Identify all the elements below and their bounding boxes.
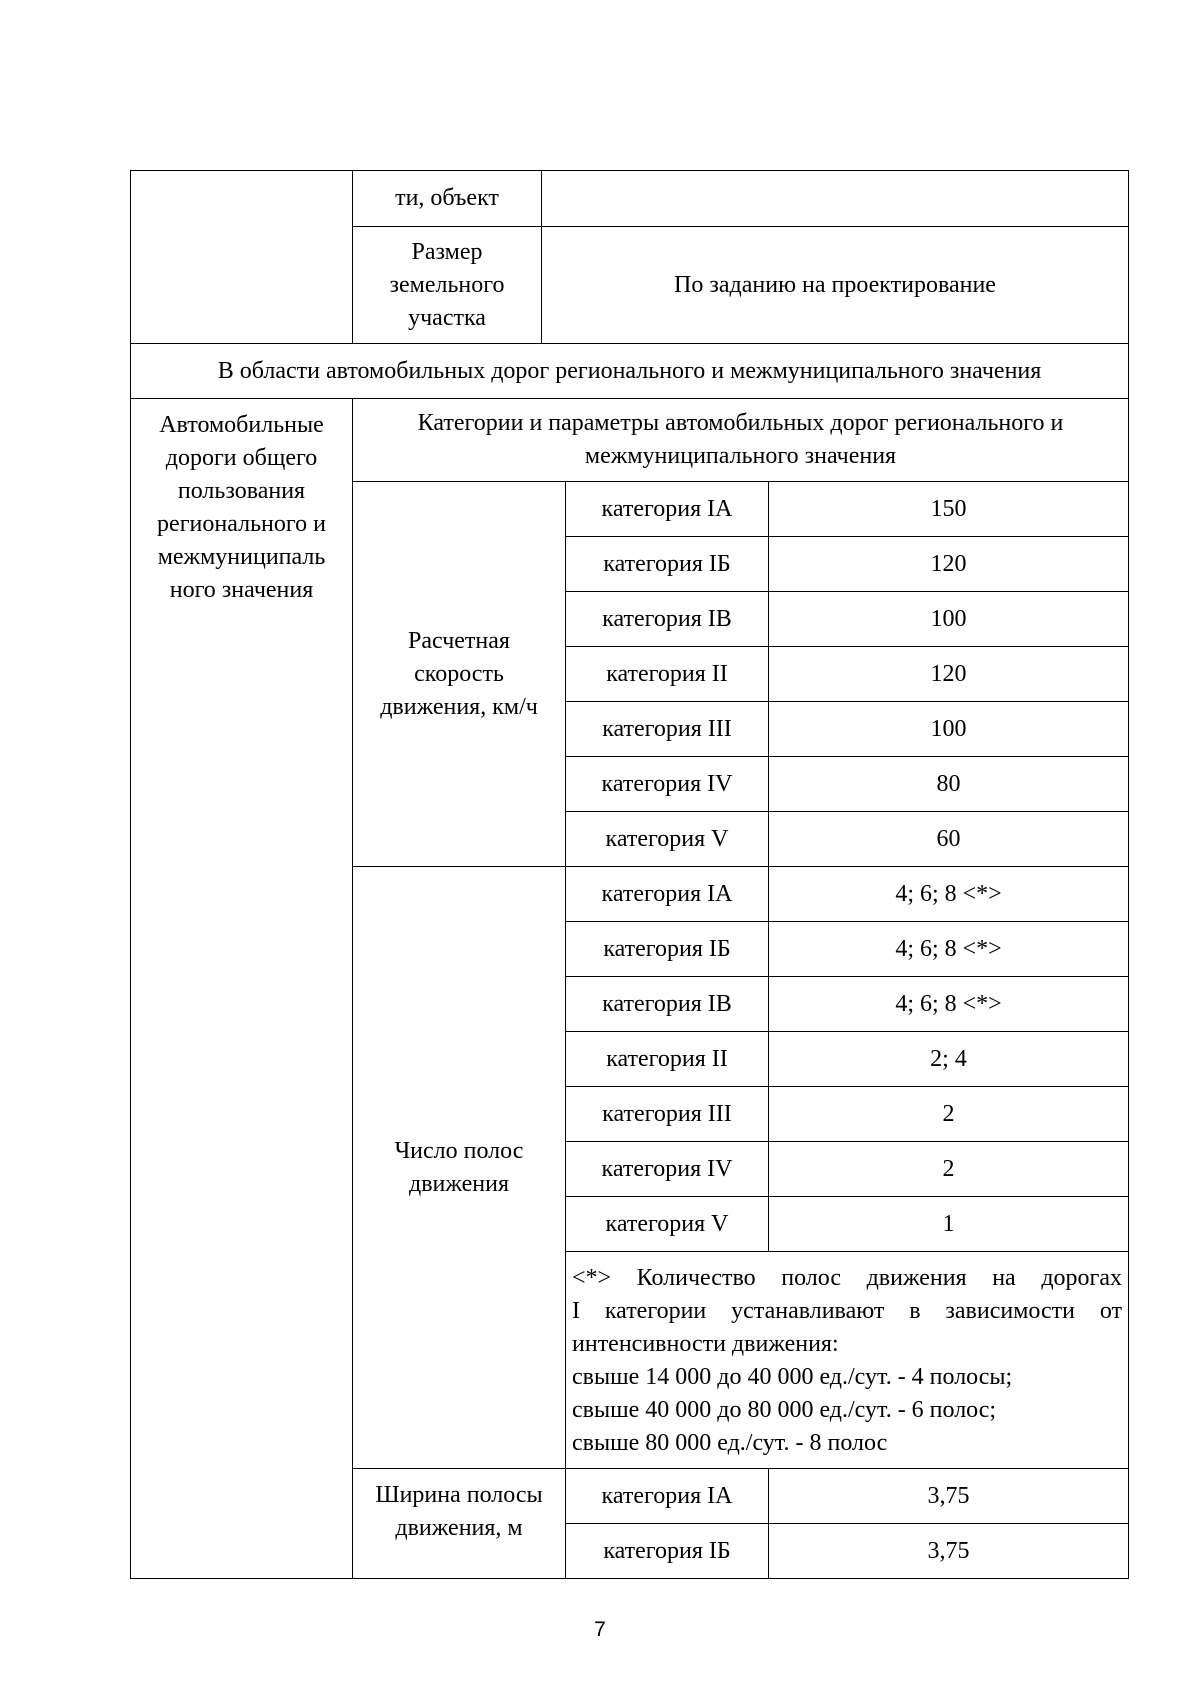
value-text: 100 (930, 715, 967, 742)
speed-category (566, 482, 769, 537)
value-text: 150 (930, 495, 967, 522)
category-text: категория IA (601, 1482, 733, 1509)
category-text: категория IB (602, 605, 732, 632)
object-value-cell (542, 171, 1129, 227)
lanes-category (566, 867, 769, 922)
note-line-2: I категории устанавливают в зависимости от (572, 1298, 1123, 1324)
category-text: категория IV (601, 1155, 733, 1182)
speed-category (566, 592, 769, 647)
lanes-value (769, 1087, 1129, 1142)
speed-value (769, 592, 1129, 647)
category-text: категория IA (601, 880, 733, 907)
lanes-category (566, 922, 769, 977)
lanes-value (769, 922, 1129, 977)
note-line-6: свыше 80 000 ед./сут. - 8 полос (572, 1430, 888, 1456)
params-title: Категории и параметры автомобильных дорог регионального и межмуниципального значения (417, 410, 1064, 469)
value-text: 3,75 (927, 1482, 970, 1509)
width-value (769, 1524, 1129, 1579)
speed-value (769, 537, 1129, 592)
speed-value (769, 482, 1129, 537)
lanes-value (769, 977, 1129, 1032)
value-text: 1 (942, 1210, 955, 1237)
speed-value (769, 812, 1129, 867)
lanes-note (566, 1252, 1129, 1469)
value-text: 4; 6; 8 <*> (895, 935, 1002, 962)
note-line-3: интенсивности движения: (572, 1331, 839, 1357)
speed-value (769, 647, 1129, 702)
requirements-table (130, 170, 1129, 1579)
page-number: 7 (594, 1618, 606, 1641)
speed-category (566, 537, 769, 592)
speed-label-cell (353, 482, 566, 867)
object-label: ти, объект (395, 185, 499, 211)
category-text: категория IБ (603, 1537, 731, 1564)
lanes-category (566, 1142, 769, 1197)
category-text: категория II (606, 660, 728, 687)
size-value: По заданию на проектирование (674, 271, 996, 298)
category-text: категория IA (601, 495, 733, 522)
width-label: Ширина полосы движения, м (375, 1482, 543, 1541)
size-label: Размер земельного участка (389, 238, 505, 331)
width-value (769, 1469, 1129, 1524)
object-label-cell (353, 171, 542, 227)
lanes-category (566, 1087, 769, 1142)
lanes-category (566, 1032, 769, 1087)
lanes-value (769, 1142, 1129, 1197)
speed-category (566, 647, 769, 702)
category-text: категория III (602, 715, 732, 742)
note-line-5: свыше 40 000 до 80 000 ед./сут. - 6 полос; (572, 1397, 997, 1423)
note-line-1: <*> Количество полос движения на дорогах (572, 1265, 1123, 1291)
empty-cell (131, 171, 353, 344)
value-text: 2 (942, 1100, 955, 1127)
speed-category (566, 757, 769, 812)
speed-label: Расчетная скорость движения, км/ч (380, 627, 538, 720)
value-text: 4; 6; 8 <*> (895, 990, 1002, 1017)
category-text: категория V (605, 825, 729, 852)
width-category (566, 1469, 769, 1524)
value-text: 2 (942, 1155, 955, 1182)
section-title: В области автомобильных дорог регионального и межмуниципального значения (217, 357, 1042, 384)
note-line-4: свыше 14 000 до 40 000 ед./сут. - 4 полосы; (572, 1364, 1013, 1390)
category-text: категория IV (601, 770, 733, 797)
value-text: 120 (930, 550, 967, 577)
size-value-cell (542, 227, 1129, 344)
category-text: категория II (606, 1045, 728, 1072)
road-name: Автомобильные дороги общего пользования регионального и межмуниципаль ного значения (157, 412, 326, 603)
speed-value (769, 757, 1129, 812)
value-text: 4; 6; 8 <*> (895, 880, 1002, 907)
lanes-category (566, 1197, 769, 1252)
category-text: категория IБ (603, 550, 731, 577)
value-text: 80 (936, 770, 961, 797)
value-text: 120 (930, 660, 967, 687)
category-text: категория III (602, 1100, 732, 1127)
speed-category (566, 812, 769, 867)
lanes-value (769, 1197, 1129, 1252)
category-text: категория V (605, 1210, 729, 1237)
section-title-cell (131, 344, 1129, 399)
width-category (566, 1524, 769, 1579)
lanes-value (769, 1032, 1129, 1087)
size-label-cell (353, 227, 542, 344)
lanes-category (566, 977, 769, 1032)
lanes-label-cell (353, 867, 566, 1469)
category-text: категория IB (602, 990, 732, 1017)
road-name-cell (131, 399, 353, 1579)
speed-category (566, 702, 769, 757)
value-text: 2; 4 (930, 1045, 967, 1072)
speed-value (769, 702, 1129, 757)
value-text: 60 (936, 825, 961, 852)
category-text: категория IБ (603, 935, 731, 962)
value-text: 100 (930, 605, 967, 632)
lanes-label: Число полос движения (394, 1137, 524, 1197)
width-label-cell (353, 1469, 566, 1579)
value-text: 3,75 (927, 1537, 970, 1564)
lanes-value (769, 867, 1129, 922)
params-title-cell (353, 399, 1129, 482)
